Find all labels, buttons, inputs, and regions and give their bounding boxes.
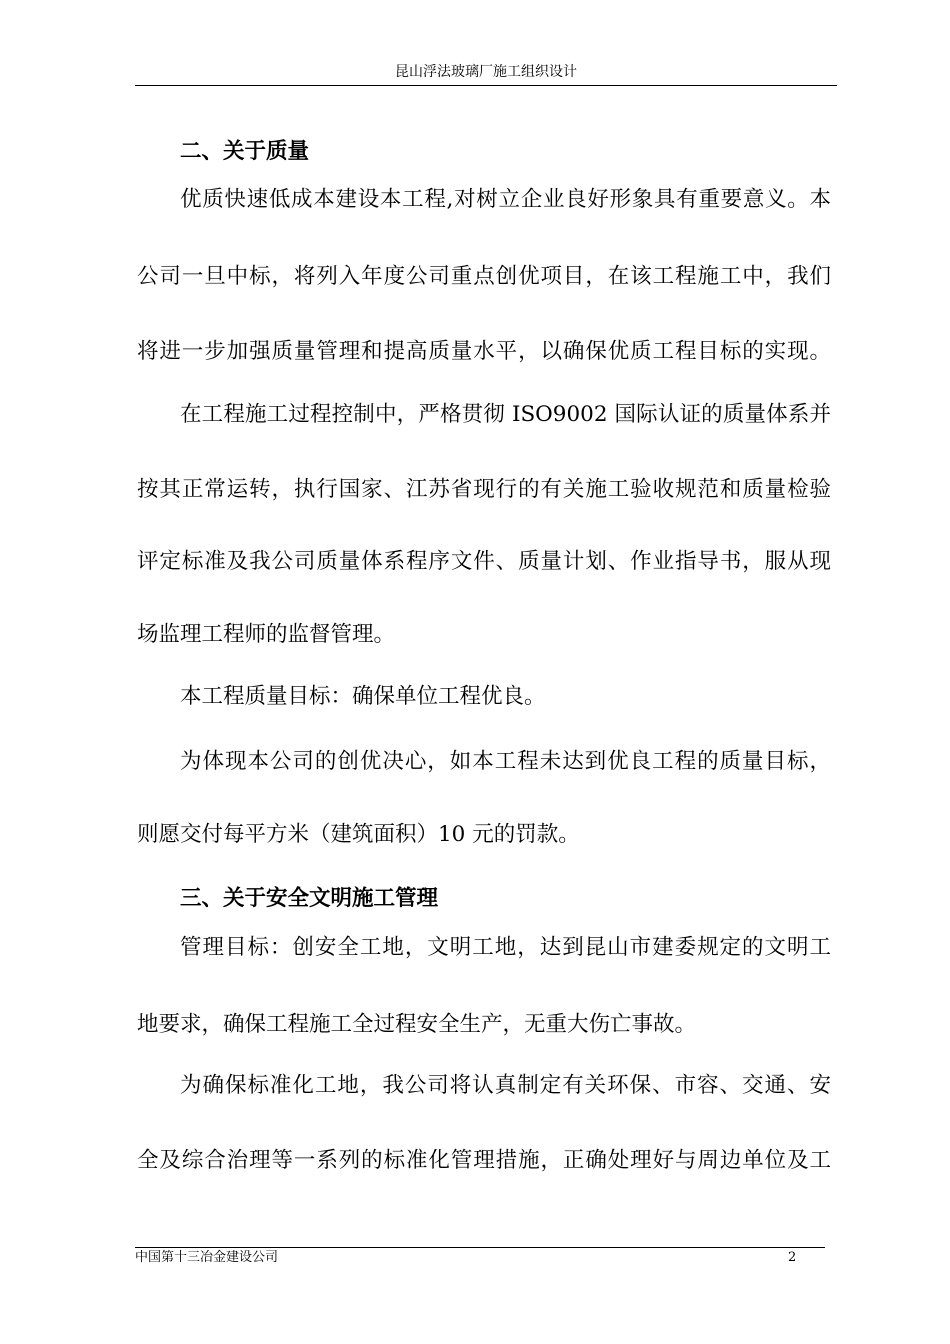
footer-company: 中国第十三冶金建设公司 <box>135 1250 279 1265</box>
section-heading: 三、关于安全文明施工管理 <box>180 886 439 911</box>
header-rule <box>135 85 837 86</box>
section-heading: 二、关于质量 <box>180 139 310 164</box>
paragraph-line: 评定标准及我公司质量体系程序文件、质量计划、作业指导书，服从现 <box>137 549 831 574</box>
paragraph-line: 按其正常运转，执行国家、江苏省现行的有关施工验收规范和质量检验 <box>137 477 831 502</box>
paragraph-line: 场监理工程师的监督管理。 <box>137 622 396 647</box>
running-header: 昆山浮法玻璃厂施工组织设计 <box>395 64 577 80</box>
paragraph-line: 本工程质量目标：确保单位工程优良。 <box>180 684 546 709</box>
paragraph-line: 优质快速低成本建设本工程,对树立企业良好形象具有重要意义。本 <box>180 187 831 212</box>
paragraph-line: 地要求，确保工程施工全过程安全生产，无重大伤亡事故。 <box>137 1012 697 1037</box>
paragraph-line: 将进一步加强质量管理和提高质量水平，以确保优质工程目标的实现。 <box>137 339 831 364</box>
page-number: 2 <box>788 1250 797 1265</box>
footer-rule <box>135 1247 825 1248</box>
paragraph-line: 则愿交付每平方米（建筑面积）10 元的罚款。 <box>137 822 580 847</box>
paragraph-line: 为体现本公司的创优决心，如本工程未达到优良工程的质量目标， <box>180 749 831 774</box>
paragraph-line: 全及综合治理等一系列的标准化管理措施，正确处理好与周边单位及工 <box>137 1148 831 1173</box>
paragraph-line: 公司一旦中标，将列入年度公司重点创优项目，在该工程施工中，我们 <box>137 264 831 289</box>
paragraph-line: 在工程施工过程控制中，严格贯彻 ISO9002 国际认证的质量体系并 <box>180 402 831 427</box>
paragraph-line: 为确保标准化工地，我公司将认真制定有关环保、市容、交通、安 <box>180 1073 831 1098</box>
paragraph-line: 管理目标：创安全工地，文明工地，达到昆山市建委规定的文明工 <box>180 935 831 960</box>
